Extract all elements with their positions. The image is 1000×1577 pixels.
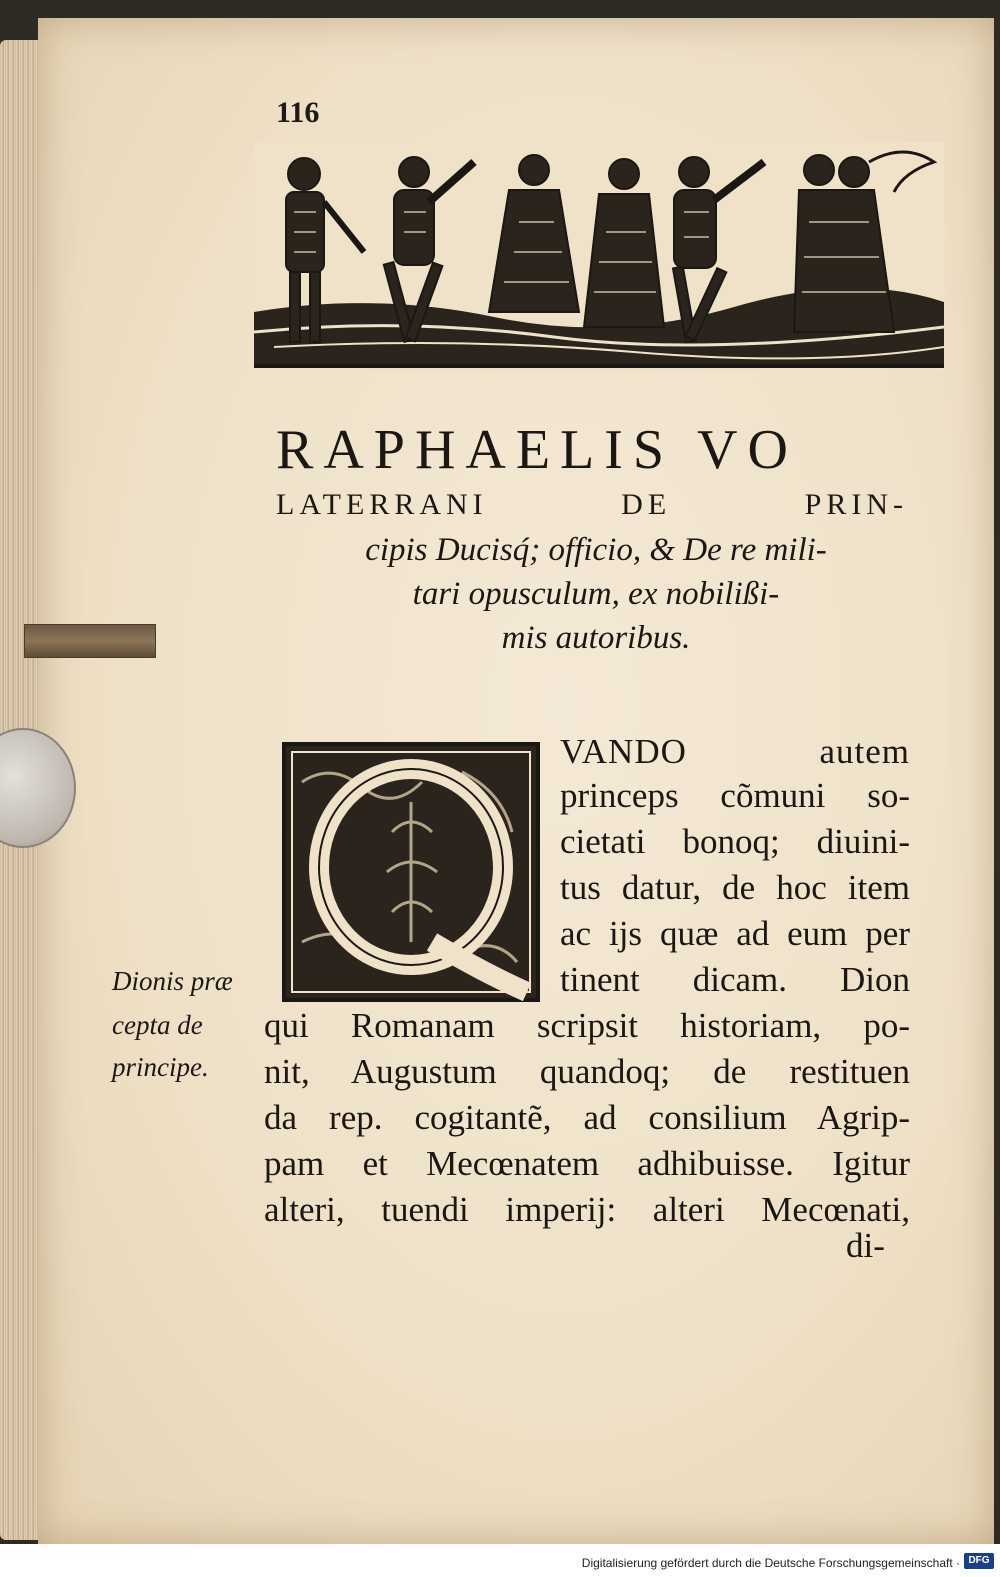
body-line: alteri, tuendi imperij: alteri Mecœnati,	[264, 1190, 910, 1229]
title-word: DE	[621, 488, 672, 521]
body-line: ac ijs quæ ad eum per	[560, 914, 910, 953]
marginal-note-line: cepta de	[112, 1010, 203, 1040]
title-line-5: mis autoribus.	[501, 620, 691, 656]
marginal-note-line: principe.	[112, 1052, 209, 1082]
dfg-logo: DFG	[964, 1553, 994, 1569]
title-word: LATERRANI	[276, 488, 488, 521]
catchword: di-	[846, 1226, 885, 1265]
title-word: PRIN-	[804, 488, 908, 521]
title-block	[276, 418, 916, 660]
body-line: tinent dicam. Dion	[560, 960, 910, 999]
title-line-1: RAPHAELIS VO	[276, 419, 798, 481]
body-line: da rep. cogitantẽ, ad consilium Agrip-	[264, 1098, 910, 1137]
drop-cap-initial	[282, 742, 540, 1002]
marginal-note-line: Dionis præ	[112, 966, 233, 996]
body-line: tus datur, de hoc item	[560, 868, 910, 907]
woodcut-illustration	[254, 142, 944, 372]
page-number: 116	[276, 96, 320, 129]
title-line-3: cipis Ducisq́; officio, & De re mili-	[365, 532, 827, 568]
bookmark-strip	[24, 624, 156, 658]
body-line: qui Romanam scripsit historiam, po-	[264, 1006, 910, 1045]
digitization-credit: Digitalisierung gefördert durch die Deutsche Forschungsgemeinschaft ·	[581, 1556, 960, 1570]
body-line: princeps cõmuni so-	[560, 776, 910, 815]
body-line: pam et Mecœnatem adhibuisse. Igitur	[264, 1144, 910, 1183]
body-line: VANDO autem	[560, 732, 910, 771]
body-line: cietati bonoq; diuini-	[560, 822, 910, 861]
title-line-2	[276, 482, 916, 528]
body-line: nit, Augustum quandoq; de restituen	[264, 1052, 910, 1091]
title-line-4: tari opusculum, ex nobilißi-	[412, 576, 780, 612]
